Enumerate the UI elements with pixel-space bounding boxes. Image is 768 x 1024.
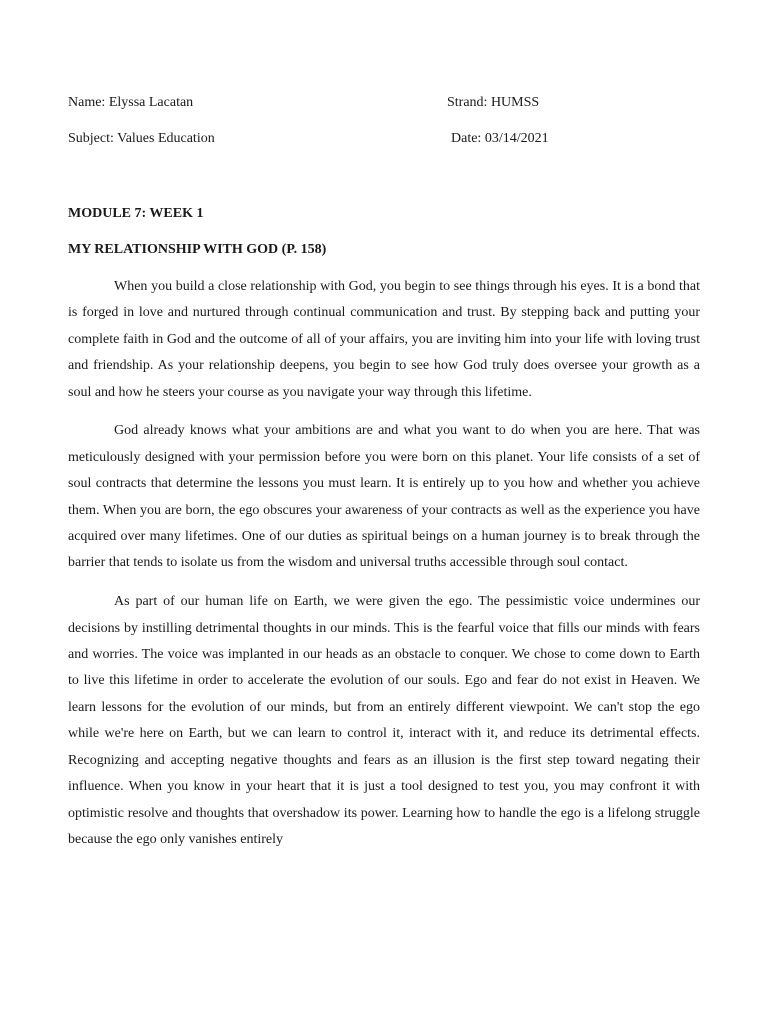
paragraph: As part of our human life on Earth, we were given the ego. The pessimistic voice undermines our decisions by instilling detrimental thoughts in our minds. This is the fearful voice that fills our minds with fears and worries. The voice was implanted in our heads as an obstacle to conquer. We chose to come down to Earth to live this lifetime in order to accelerate the evolution of our souls. Ego and fear do not exist in Heaven. We learn lessons for the evolution of our minds, but from an entirely different viewpoint. We can't stop the ego while we're here on Earth, but we can learn to control it, interact with it, and reduce its detrimental effects. Recognizing and accepting negative thoughts and fears as an illusion is the first step toward negating their influence. When you know in your heart that it is just a tool designed to test you, you may confront it with optimistic resolve and thoughts that overshadow its power. Learning how to handle the ego is a lifelong struggle because the ego only vanishes entirely [68,594,700,847]
student-name: Name: Elyssa Lacatan [68,95,194,110]
subject-label: Subject: Values Education [68,131,215,146]
paragraph: God already knows what your ambitions are and what you want to do when you are here. That was meticulously designed with your permission before you were born on this planet. Your life consists of a set of soul contracts that determine the lessons you must learn. It is entirely up to you how and whether you achieve them. When you are born, the ego obscures your awareness of your contracts as well as the experience you have acquired over many lifetimes. One of our duties as spiritual beings on a human journey is to break through the barrier that tends to isolate us from the wisdom and universal truths accessible through soul contact. [68,423,700,571]
module-title: MODULE 7: WEEK 1 [68,206,204,221]
paragraph: When you build a close relationship with God, you begin to see things through his eyes. It is a bond that is forged in love and nurtured through continual communication and trust. By stepping back and putting your complete faith in God and the outcome of all of your affairs, you are inviting him into your life with loving trust and friendship. As your relationship deepens, you begin to see how God truly does oversee your growth as a soul and how he steers your course as you navigate your way through this lifetime. [68,279,700,400]
date-label: Date: 03/14/2021 [451,131,549,146]
section-title: MY RELATIONSHIP WITH GOD (P. 158) [68,242,327,257]
student-strand: Strand: HUMSS [447,95,540,110]
body-text [68,274,700,853]
